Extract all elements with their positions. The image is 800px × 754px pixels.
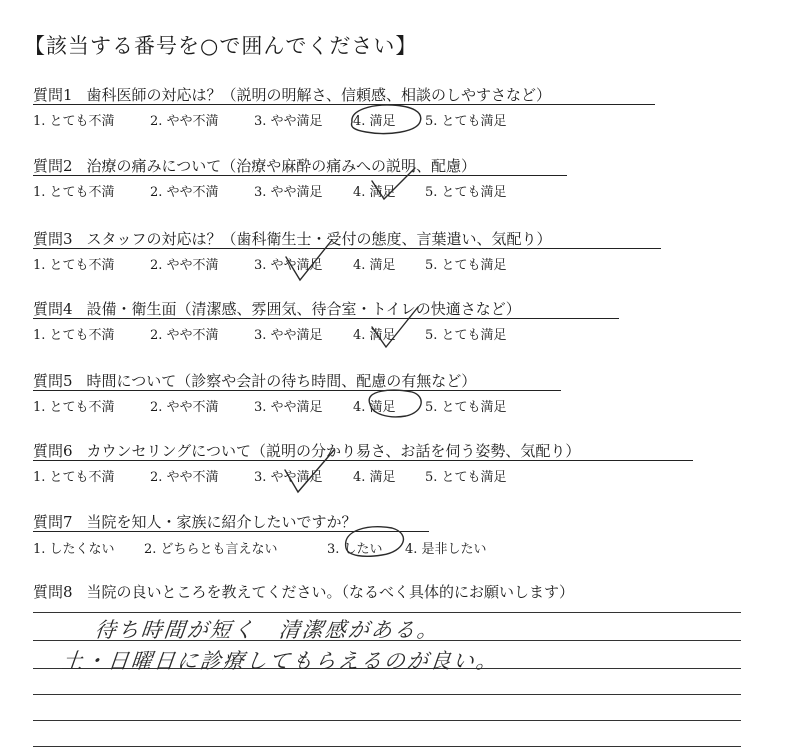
option-5[interactable]: 5. とても満足	[425, 185, 507, 200]
options-row-5	[33, 396, 507, 415]
option-4[interactable]: 4. 満足	[353, 114, 396, 129]
option-4[interactable]: 4. 満足	[353, 400, 396, 415]
question-text: 当院を知人・家族に紹介したいですか？	[86, 513, 357, 531]
options-row-4	[33, 324, 507, 343]
option-1[interactable]: 1. とても不満	[33, 258, 115, 273]
question-number: 質問8	[33, 583, 73, 601]
answer-line	[33, 746, 741, 747]
question-4	[33, 298, 521, 319]
option-2[interactable]: 2. やや不満	[150, 400, 219, 415]
answer-line	[33, 694, 741, 695]
question-text: カウンセリングについて（説明の分かり易さ、お話を伺う姿勢、気配り）	[86, 442, 581, 460]
answer-line	[33, 612, 741, 613]
question-1	[33, 84, 551, 105]
question-number: 質問4	[33, 300, 73, 318]
question-number: 質問7	[33, 513, 73, 531]
option-2[interactable]: 2. やや不満	[150, 185, 219, 200]
option-3[interactable]: 3. やや満足	[254, 114, 323, 129]
option-2[interactable]: 2. やや不満	[150, 470, 219, 485]
answer-line	[33, 720, 741, 721]
options-row-1	[33, 110, 507, 129]
option-4[interactable]: 4. 満足	[353, 470, 396, 485]
question-text: スタッフの対応は？（歯科衛生士・受付の態度、言葉遣い、気配り）	[86, 230, 552, 248]
question-2	[33, 155, 476, 176]
handwritten-answer-line-1: 待ち時間が短く 清潔感がある。	[93, 618, 442, 642]
option-2[interactable]: 2. やや不満	[150, 328, 219, 343]
option-1[interactable]: 1. とても不満	[33, 400, 115, 415]
question-3	[33, 228, 552, 249]
option-1[interactable]: 1. とても不満	[33, 185, 115, 200]
question-underline	[33, 175, 567, 176]
options-row-2	[33, 181, 507, 200]
question-underline	[33, 318, 619, 319]
option-4[interactable]: 4. 満足	[353, 258, 396, 273]
option-5[interactable]: 5. とても満足	[425, 470, 507, 485]
option-4[interactable]: 4. 満足	[353, 185, 396, 200]
option-3[interactable]: 3. したい	[327, 542, 383, 557]
question-text: 歯科医師の対応は？（説明の明解さ、信頼感、相談のしやすさなど）	[86, 86, 551, 104]
option-3[interactable]: 3. やや満足	[254, 400, 323, 415]
question-text: 時間について（診察や会計の待ち時間、配慮の有無など）	[86, 372, 477, 390]
option-1[interactable]: 1. とても不満	[33, 328, 115, 343]
question-underline	[33, 460, 693, 461]
option-2[interactable]: 2. やや不満	[150, 114, 219, 129]
question-number: 質問1	[33, 86, 73, 104]
form-title: 【該当する番号を○で囲んでください】	[24, 34, 418, 58]
option-1[interactable]: 1. とても不満	[33, 470, 115, 485]
question-underline	[33, 248, 661, 249]
option-3[interactable]: 3. やや満足	[254, 328, 323, 343]
option-4[interactable]: 4. 満足	[353, 328, 396, 343]
option-3[interactable]: 3. やや満足	[254, 258, 323, 273]
option-1[interactable]: 1. とても不満	[33, 114, 115, 129]
option-1[interactable]: 1. したくない	[33, 542, 115, 557]
question-number: 質問2	[33, 157, 73, 175]
options-row-7	[33, 538, 487, 557]
question-underline	[33, 531, 429, 532]
question-underline	[33, 104, 655, 105]
option-5[interactable]: 5. とても満足	[425, 400, 507, 415]
question-number: 質問3	[33, 230, 73, 248]
question-number: 質問6	[33, 442, 73, 460]
question-number: 質問5	[33, 372, 73, 390]
option-3[interactable]: 3. やや満足	[254, 470, 323, 485]
option-2[interactable]: 2. どちらとも言えない	[144, 542, 278, 557]
option-3[interactable]: 3. やや満足	[254, 185, 323, 200]
question-text: 当院の良いところを教えてください。（なるべく具体的にお願いします）	[86, 583, 575, 601]
handwritten-answer-line-2: 土・日曜日に診療してもらえるのが良い。	[60, 649, 501, 673]
question-text: 設備・衛生面（清潔感、雰囲気、待合室・トイレの快適さなど）	[86, 300, 521, 318]
option-2[interactable]: 2. やや不満	[150, 258, 219, 273]
question-underline	[33, 390, 561, 391]
question-6	[33, 440, 580, 461]
question-7	[33, 511, 357, 532]
option-5[interactable]: 5. とても満足	[425, 328, 507, 343]
option-5[interactable]: 5. とても満足	[425, 114, 507, 129]
question-8	[33, 581, 574, 602]
question-text: 治療の痛みについて（治療や麻酔の痛みへの説明、配慮）	[86, 157, 476, 175]
option-5[interactable]: 5. とても満足	[425, 258, 507, 273]
question-5	[33, 370, 476, 391]
options-row-3	[33, 254, 507, 273]
option-4[interactable]: 4. 是非したい	[405, 542, 487, 557]
options-row-6	[33, 466, 507, 485]
